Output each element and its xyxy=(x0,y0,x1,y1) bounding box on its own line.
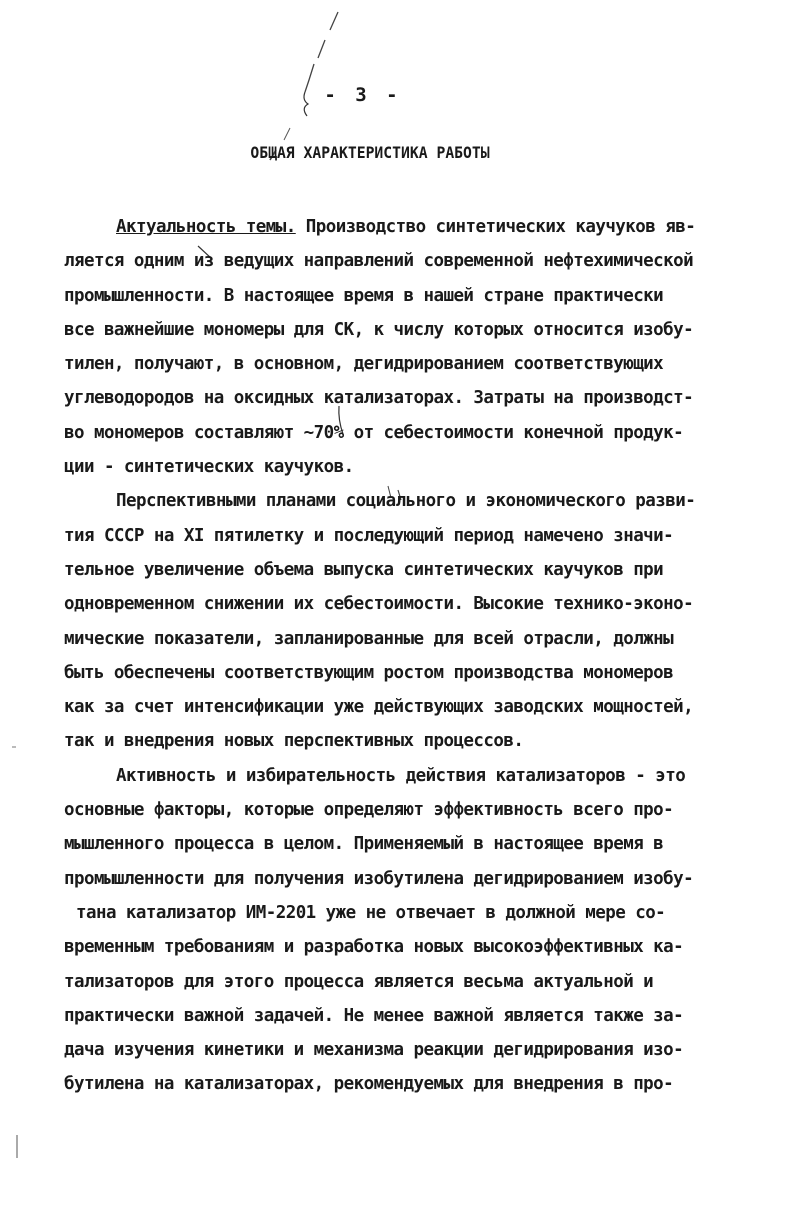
text-line: Перспективными планами социального и экономического разви- xyxy=(116,491,696,512)
text-line: временным требованиям и разработка новых высокоэффективных ка- xyxy=(64,937,684,958)
text-line: все важнейшие мономеры для СК, к числу которых относится изобу- xyxy=(64,319,694,340)
text-line: мышленного процесса в целом. Применяемый в настоящее время в xyxy=(64,834,664,855)
text-line xyxy=(64,210,744,244)
body-text xyxy=(64,210,744,1102)
text-line: промышленности. В настоящее время в нашей стране практически xyxy=(64,285,664,306)
text-line: углеводородов на оксидных катализаторах. Затраты на производст- xyxy=(64,388,694,409)
text-line: промышленности для получения изобутилена дегидрированием изобу- xyxy=(64,868,694,889)
section-heading: Актуальность темы. xyxy=(116,217,296,237)
text-line: тана катализатор ИМ-2201 уже не отвечает в должной мере со- xyxy=(76,902,666,923)
document-title: ОБЩАЯ ХАРАКТЕРИСТИКА РАБОТЫ xyxy=(250,143,490,162)
text-line: бутилена на катализаторах, рекомендуемых для внедрения в про- xyxy=(64,1074,674,1095)
text-line: ции - синтетических каучуков. xyxy=(64,457,354,478)
text-line: так и внедрения новых перспективных процессов. xyxy=(64,731,524,752)
text-line: тельное увеличение объема выпуска синтетических каучуков при xyxy=(64,559,664,580)
text-span: Производство синтетических каучуков яв- xyxy=(295,217,696,237)
text-line: одновременном снижении их себестоимости. Высокие технико-эконо- xyxy=(64,594,694,615)
text-line: тия СССР на XI пятилетку и последующий период намечено значи- xyxy=(64,525,674,546)
text-line: мические показатели, запланированные для всей отрасли, должны xyxy=(64,628,674,649)
text-line: основные факторы, которые определяют эффективность всего про- xyxy=(64,800,674,821)
text-line: Активность и избирательность действия катализаторов - это xyxy=(116,765,686,786)
text-line: тализаторов для этого процесса является весьма актуальной и xyxy=(64,971,654,992)
text-line: тилен, получают, в основном, дегидрированием соответствующих xyxy=(64,354,664,375)
text-line: дача изучения кинетики и механизма реакции дегидрирования изо- xyxy=(64,1040,684,1061)
text-line: быть обеспечены соответствующим ростом производства мономеров xyxy=(64,662,674,683)
text-line: как за счет интенсификации уже действующих заводских мощностей, xyxy=(64,697,694,718)
text-line: практически важной задачей. Не менее важной является также за- xyxy=(64,1005,684,1026)
text-line: во мономеров составляют ~70% от себестоимости конечной продук- xyxy=(64,422,684,443)
text-line: ляется одним из ведущих направлений современной нефтехимической xyxy=(64,251,694,272)
page-number: - 3 - xyxy=(324,84,402,106)
